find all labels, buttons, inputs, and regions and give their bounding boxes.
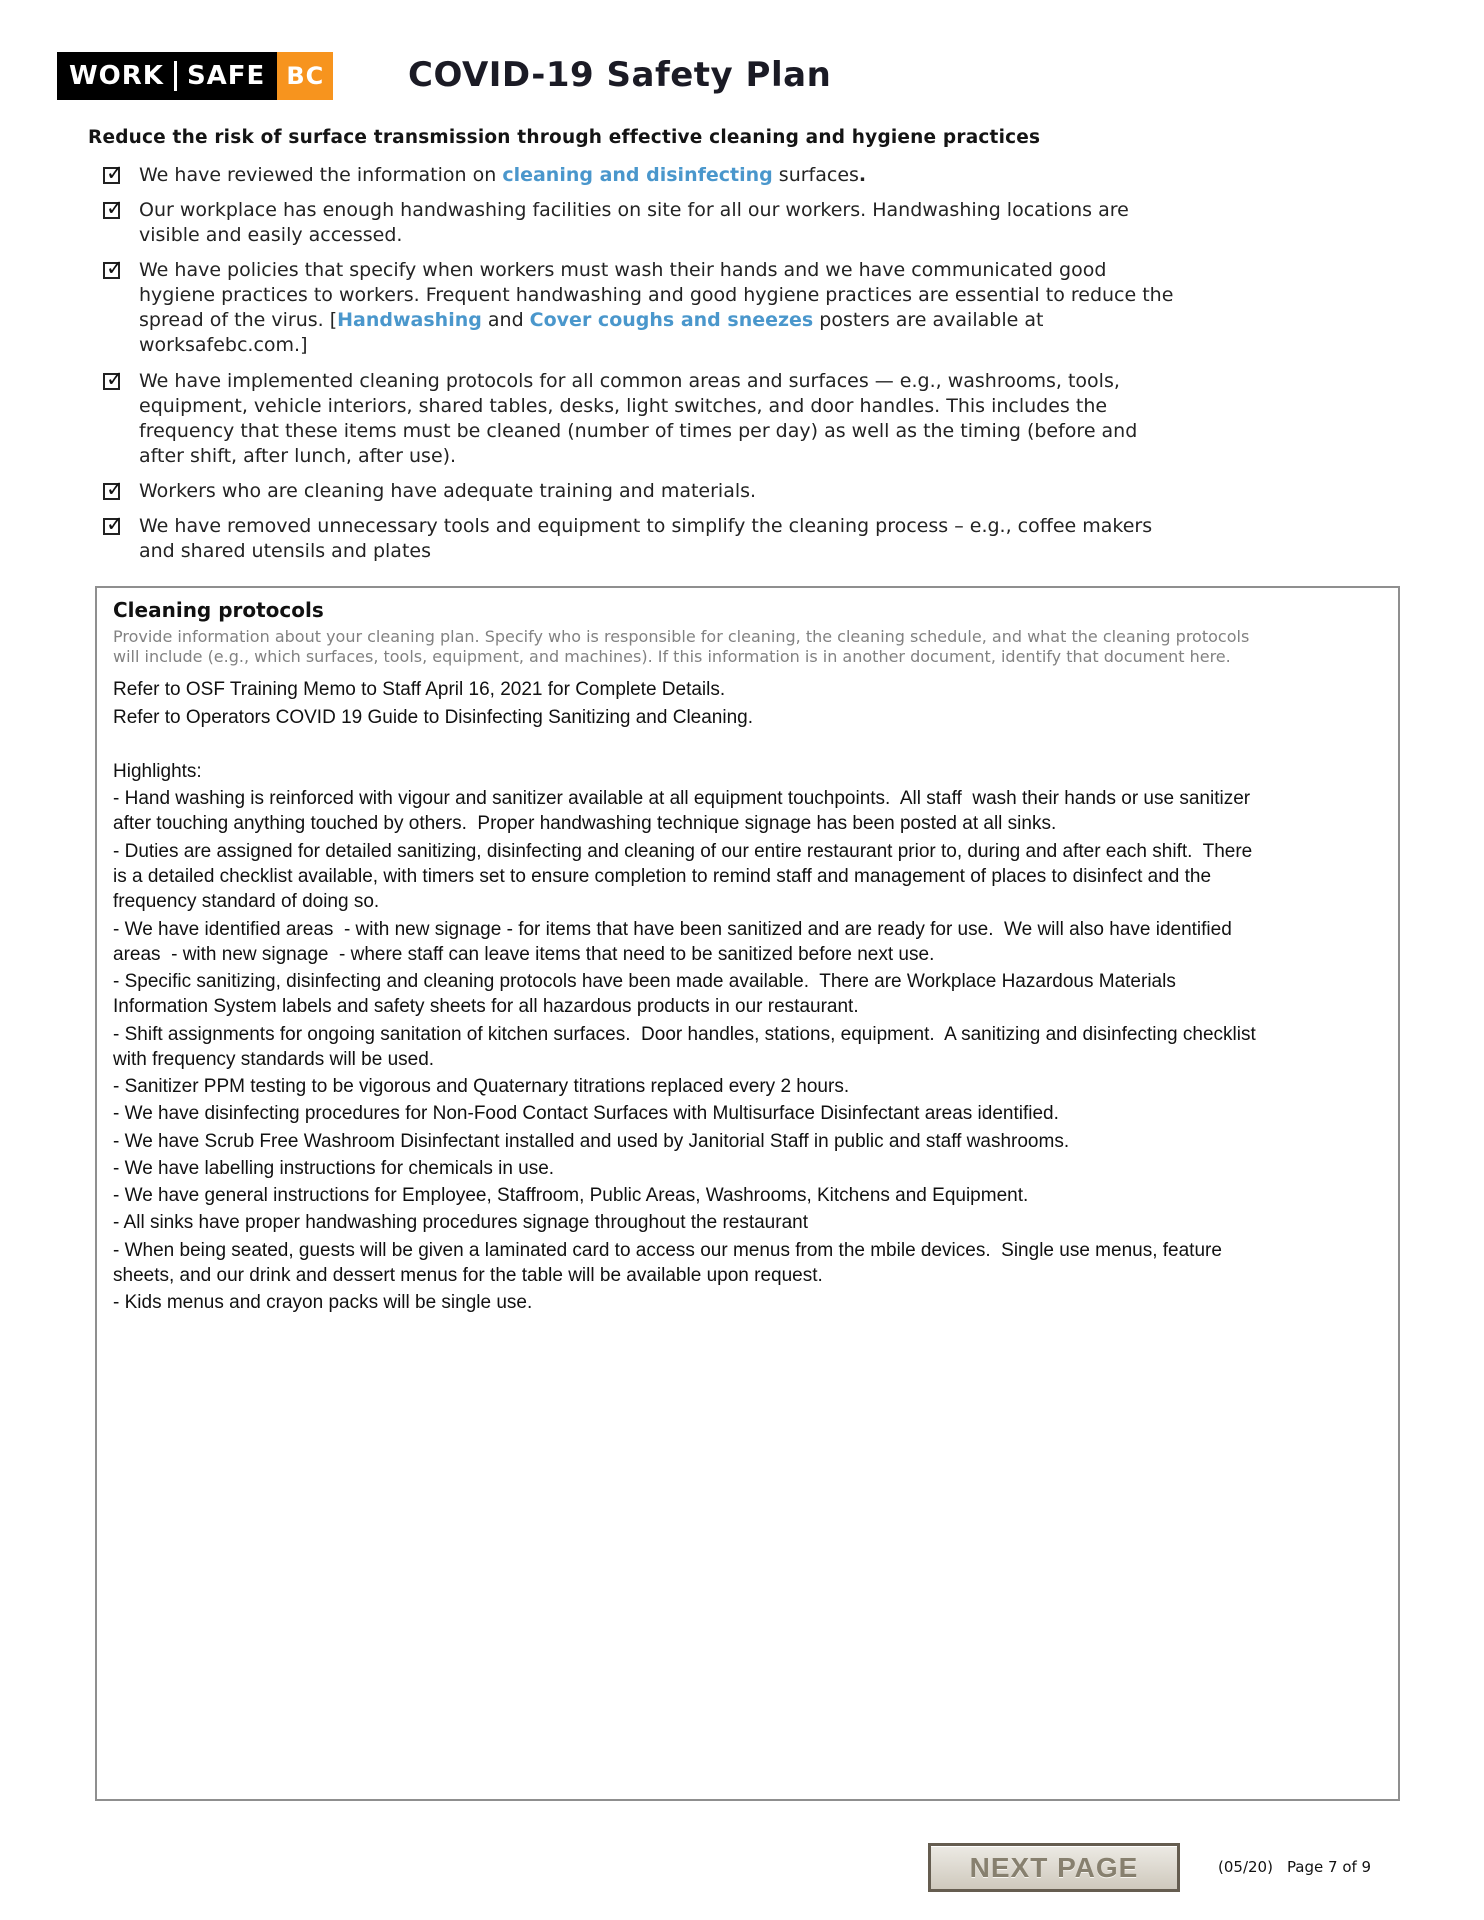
text-segment: We have policies that specify when workers must wash their hands and we have communicated good hygiene practices to workers. Frequent handwashing and good hygiene practices are essential to reduce the spread of the virus. [ — [139, 259, 1174, 332]
logo-bc-badge: BC — [277, 52, 333, 100]
checklist-item-text — [139, 198, 1179, 248]
inline-link[interactable]: Handwashing — [337, 309, 482, 332]
checked-checkbox[interactable] — [103, 511, 124, 536]
section-heading: Reduce the risk of surface transmission through effective cleaning and hygiene practices — [88, 127, 1041, 148]
checklist-item — [103, 476, 1408, 504]
checklist-item-text — [139, 514, 1179, 564]
protocol-line — [113, 732, 1263, 757]
protocol-line: - Shift assignments for ongoing sanitation of kitchen surfaces. Door handles, stations, equipment. A sanitizing and disinfecting checklist with frequency standards will be used. — [113, 1023, 1262, 1070]
protocol-line: - All sinks have proper handwashing procedures signage throughout the restaurant — [113, 1212, 808, 1234]
checklist-item — [103, 511, 1408, 564]
checkmark-icon: ✓ — [106, 161, 124, 185]
text-segment: posters are available at worksafebc.com.] — [139, 309, 1044, 357]
checked-checkbox[interactable] — [103, 476, 124, 501]
checkmark-icon: ✓ — [106, 196, 124, 221]
logo-work-text: WORK — [69, 61, 164, 91]
text-segment: surfaces — [772, 164, 859, 186]
protocol-line: Highlights: — [113, 760, 202, 782]
checked-checkbox[interactable] — [103, 196, 124, 221]
checklist-item — [103, 163, 1408, 188]
protocols-box-title: Cleaning protocols — [113, 598, 324, 623]
version-label: (05/20) — [1218, 1858, 1273, 1876]
protocol-line: - Kids menus and crayon packs will be single use. — [113, 1292, 533, 1314]
page-number: Page 7 of 9 — [1286, 1858, 1372, 1876]
checkmark-icon: ✓ — [106, 366, 124, 391]
protocol-line: - Duties are assigned for detailed sanitizing, disinfecting and cleaning of our entire restaurant prior to, during and after each shift. There is a detailed checklist available, with timers set to ensure completion to remind staff and management of places to disinfect and the frequency standard of doing so. — [113, 840, 1258, 913]
checklist-item-text — [139, 163, 866, 188]
protocol-line: - Specific sanitizing, disinfecting and cleaning protocols have been made available. There are Workplace Hazardous Materials Information System labels and safety sheets for all hazardous products in our restaurant. — [113, 971, 1182, 1018]
protocol-line: - We have labelling instructions for chemicals in use. — [113, 1157, 555, 1179]
text-segment: and — [481, 309, 530, 332]
worksafebc-logo — [57, 52, 333, 100]
checklist-item — [103, 366, 1408, 469]
protocol-line: - When being seated, guests will be given a laminated card to access our menus from the mbile devices. Single use menus, feature sheets, and our drink and dessert menus for the table will be available upon request. — [113, 1239, 1228, 1286]
checklist-item-text — [139, 479, 756, 504]
checklist — [88, 163, 1408, 564]
text-segment: We have reviewed the information on — [139, 164, 503, 186]
checklist-item-text — [139, 258, 1179, 358]
protocols-box-instructions: Provide information about your cleaning plan. Specify who is responsible for cleaning, the cleaning schedule, and what the cleaning protocols will include (e.g., which surfaces, tools, equipment, and machines). If this information is in another document, identify that document here. — [113, 627, 1250, 667]
text-segment: . — [858, 164, 867, 186]
text-segment: Workers who are cleaning have adequate training and materials. — [139, 479, 757, 502]
page-title: COVID-19 Safety Plan — [408, 55, 832, 95]
worksafebc-logo-black — [57, 52, 277, 100]
checklist-item — [103, 258, 1408, 358]
text-segment: We have removed unnecessary tools and equipment to simplify the cleaning process – e.g., coffee makers and shared utensils and plates — [139, 514, 1153, 563]
checked-checkbox[interactable] — [103, 366, 124, 391]
checkmark-icon: ✓ — [106, 511, 124, 536]
checkmark-icon: ✓ — [106, 256, 124, 281]
inline-link[interactable]: cleaning and disinfecting — [502, 164, 773, 186]
checkmark-icon: ✓ — [106, 476, 124, 501]
protocol-line: - We have disinfecting procedures for Non-Food Contact Surfaces with Multisurface Disinfectant areas identified. — [113, 1103, 1059, 1125]
cleaning-protocols-textarea[interactable] — [113, 677, 1382, 1315]
inline-link[interactable]: Cover coughs and sneezes — [529, 309, 814, 332]
protocol-line: - Sanitizer PPM testing to be vigorous and Quaternary titrations replaced every 2 hours. — [113, 1076, 850, 1098]
cleaning-protocols-box — [95, 586, 1400, 1801]
text-segment: We have implemented cleaning protocols for all common areas and surfaces — e.g., washrooms, tools, equipment, vehicle interiors, shared tables, desks, light switches, and door handles. This includes the frequency that these items must be cleaned (number of times per day) as well as the timing (before and after shift, after lunch, after use). — [139, 369, 1138, 467]
checklist-item-text — [139, 369, 1179, 469]
logo-safe-text: SAFE — [174, 61, 265, 91]
content-area — [88, 127, 1408, 1801]
protocol-line: Refer to Operators COVID 19 Guide to Disinfecting Sanitizing and Cleaning. — [113, 706, 753, 728]
protocol-line: - Hand washing is reinforced with vigour and sanitizer available at all equipment touchpoints. All staff wash their hands or use sanitizer after touching anything touched by others. Proper handwashing technique signage has been posted at all sinks. — [113, 788, 1256, 835]
checked-checkbox[interactable] — [103, 256, 124, 281]
protocol-line: - We have general instructions for Employee, Staffroom, Public Areas, Washrooms, Kitchens and Equipment. — [113, 1185, 1029, 1207]
text-segment: Our workplace has enough handwashing facilities on site for all our workers. Handwashing locations are visible and easily accessed. — [139, 199, 1129, 247]
protocol-line: - We have Scrub Free Washroom Disinfectant installed and used by Janitorial Staff in public and staff washrooms. — [113, 1130, 1070, 1152]
next-page-button[interactable]: NEXT PAGE — [928, 1843, 1180, 1892]
checklist-item — [103, 198, 1408, 248]
protocol-line: Refer to OSF Training Memo to Staff April 16, 2021 for Complete Details. — [113, 679, 726, 701]
footer-meta — [1218, 1858, 1371, 1876]
checked-checkbox[interactable] — [103, 161, 124, 185]
protocol-line: - We have identified areas - with new signage - for items that have been sanitized and are ready for use. We will also have identified areas - with new signage - where staff can leave items that need to be sanitized before next use. — [113, 918, 1238, 965]
